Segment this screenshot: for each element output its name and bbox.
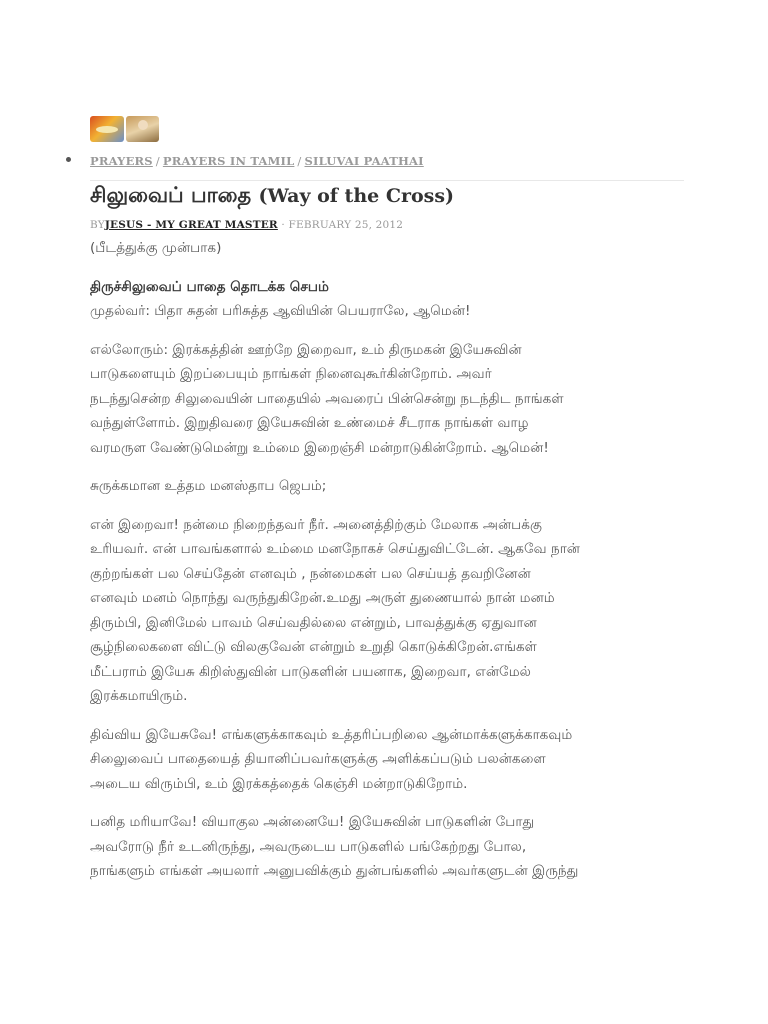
paragraph-line: என் இறைவா! நன்மை நிறைந்தவர் நீர். அனைத்திற்கும் மேலாக அன்பக்கு	[90, 516, 542, 533]
subtitle-paragraph	[90, 236, 690, 261]
paragraph-line: பனித மரியாவே! வியாகுல அன்னையே! இயேசுவின் பாடுகளின் போது	[90, 814, 535, 830]
paragraph-line: சிலுைவைப் பாதையைத் தியானிப்பவர்களுக்கு அளிக்கப்படும் பலன்களை	[90, 751, 546, 767]
paragraph-line: நடந்துசென்ற சிலுவையின் பாதையில் அவரைப் பின்சென்று நடந்திட நாங்கள்	[90, 390, 564, 407]
paragraph-line: பாடுகளையும் இறப்பையும் நாங்கள் நினைவுகூர்கின்றோம். அவர்	[90, 366, 492, 382]
by-label: BY	[90, 219, 105, 231]
section-heading: திருச்சிலுவைப் பாதை தொடக்க செபம்	[90, 278, 329, 295]
paragraph-line: வந்துள்ளோம். இறுதிவரை இயேசுவின் உண்மைச் சீடராக நாங்கள் வாழ	[90, 415, 529, 431]
breadcrumb	[90, 154, 424, 168]
paragraph-line: வரமருள வேண்டுமென்று உம்மை இறைஞ்சி மன்றாடுகின்றோம். ஆமென்!	[90, 439, 549, 456]
paragraph-line: சூழ்நிலைகளை விட்டு விலகுவேன் என்றும் உறுதி கொடுக்கிறேன்.எங்கள்	[90, 639, 537, 655]
opening-prayer-paragraph	[90, 275, 690, 324]
breadcrumb-bullet	[66, 157, 71, 162]
paragraph-line: எனவும் மனம் நொந்து வருந்துகிறேன்.உமது அருள் துணையால் நான் மனம்	[90, 590, 555, 606]
paragraph-5	[90, 810, 690, 884]
paragraph-line: திவ்விய இயேசுவே! எங்களுக்காகவும் உத்தரிப்பறிலை ஆன்மாக்களுக்காகவும்	[90, 726, 573, 743]
paragraph-4	[90, 723, 690, 797]
jesus-portrait-image	[126, 116, 159, 142]
post-content	[90, 236, 690, 898]
breadcrumb-link-siluvai-paathai[interactable]: SILUVAI PAATHAI	[304, 154, 424, 168]
author-link[interactable]: JESUS - MY GREAT MASTER	[104, 219, 278, 231]
leader-line: முதல்வர்: பிதா சுதன் பரிசுத்த ஆவியின் பெயராலே, ஆமென்!	[90, 303, 471, 319]
meta-dot: ·	[281, 219, 285, 231]
paragraph-line: குற்றங்கள் பல செய்தேன் எனவும் , நன்மைகள் பல செய்யத் தவறினேன்	[90, 565, 531, 582]
post-title	[90, 183, 454, 210]
paragraph-line: சுருக்கமான உத்தம மனஸ்தாப ஜெபம்;	[90, 478, 327, 494]
paragraph-3	[90, 513, 690, 709]
post-title-tamil: சிலுவைப் பாதை	[90, 183, 252, 207]
paragraph-line: அவரோடு நீர் உடனிருந்து, அவருடைய பாடுகளில் பங்கேற்றது போல,	[90, 838, 527, 855]
paragraph-line: எல்லோரும்: இரக்கத்தின் ஊற்றே இறைவா, உம் திருமகன் இயேசுவின்	[90, 341, 522, 358]
paragraph-1	[90, 338, 690, 461]
boat-emblem-image	[90, 116, 124, 142]
paragraph-line: திரும்பி, இனிமேல் பாவம் செய்வதில்லை என்றும், பாவத்துக்கு ஏதுவான	[90, 614, 537, 631]
breadcrumb-separator: /	[297, 154, 302, 168]
post-date: FEBRUARY 25, 2012	[288, 219, 404, 231]
paragraph-line: அடைய விரும்பி, உம் இரக்கத்தைக் கெஞ்சி மன்றாடுகிறோம்.	[90, 775, 468, 792]
breadcrumb-separator: /	[155, 154, 160, 168]
header-divider	[90, 180, 684, 181]
post-meta	[90, 219, 403, 231]
paragraph-line: நாங்களும் எங்கள் அயலார் அனுபவிக்கும் துன்பங்களில் அவர்களுடன் இருந்து	[90, 863, 579, 879]
paragraph-2	[90, 474, 690, 499]
post-title-english: (Way of the Cross)	[258, 185, 455, 207]
subtitle: (பீடத்துக்கு முன்பாக)	[90, 240, 222, 256]
breadcrumb-link-prayers-in-tamil[interactable]: PRAYERS IN TAMIL	[162, 154, 295, 168]
paragraph-line: உரியவர். என் பாவங்களால் உம்மை மனநோகச் செய்துவிட்டேன். ஆகவே நான்	[90, 541, 580, 557]
paragraph-line: மீட்பராம் இயேசு கிறிஸ்துவின் பாடுகளின் பயனாக, இறைவா, என்மேல்	[90, 663, 531, 680]
breadcrumb-link-prayers[interactable]: PRAYERS	[90, 154, 153, 168]
site-logo[interactable]	[90, 116, 159, 142]
paragraph-line: இரக்கமாயிரும்.	[90, 688, 188, 704]
